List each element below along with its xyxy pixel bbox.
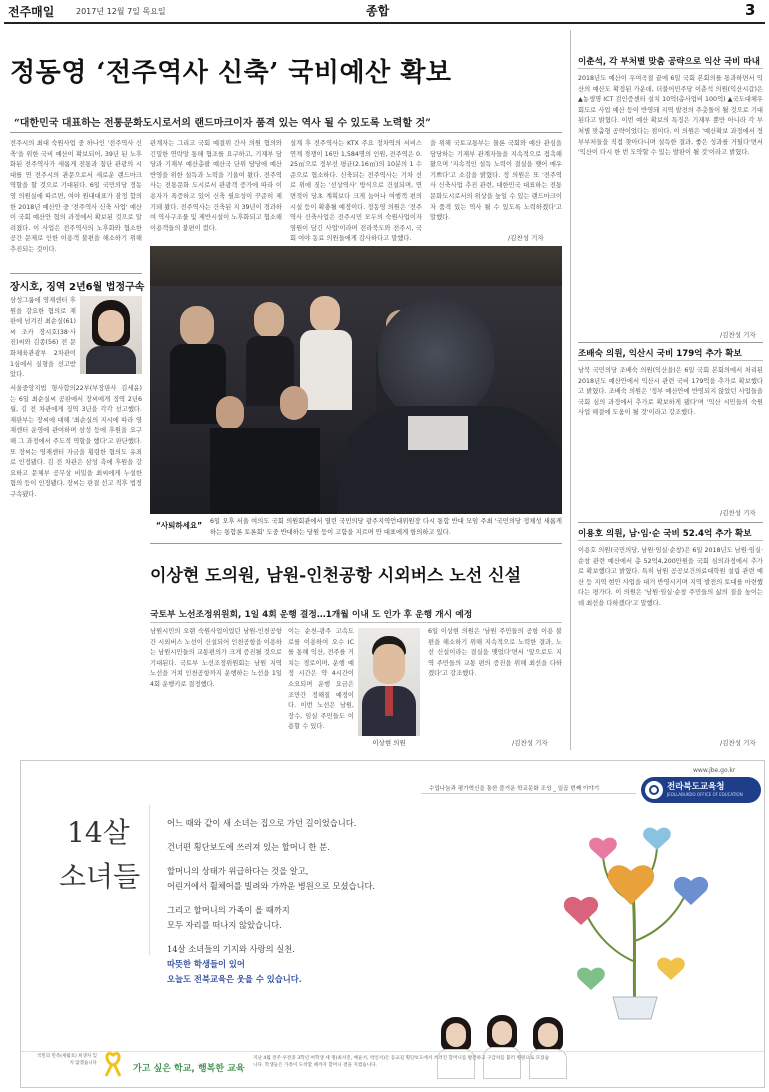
lead-headline: 정동영 ‘전주역사 신축’ 국비예산 확보 [10, 58, 452, 88]
ad-footer-left: 국민의 민족(세월호) 희생자 잊지 않겠습니다 [37, 1054, 97, 1066]
lee-byline: /김찬성 기자 [512, 739, 548, 747]
left-article-rule [10, 273, 142, 274]
right-a1-rule [578, 68, 763, 69]
side-left-title: 장시호, 징역 2년6월 법정구속 [10, 282, 145, 293]
issue-date: 2017년 12월 7일 목요일 [76, 7, 166, 16]
heart-icon [643, 828, 671, 850]
right-a3-top-rule [578, 522, 763, 523]
heart-icon [564, 897, 598, 925]
heart-icon [608, 865, 654, 905]
ad-org: 전라북도교육청 [667, 782, 725, 792]
section-name: 종합 [366, 4, 390, 18]
masthead [0, 0, 769, 22]
lee-col-2: 이는 순천-광주 고속도로를 이용하여 오수 IC를 통해 익산, 전주를 거치는 경로이며, 운행 예정 시간은 약 4시간이 소요되며 운행 요금은 조만간 정해질 예정이다. 이번 노선은 남원, 장수, 임실 주민들도 이용할 수 있다. [288, 628, 354, 731]
lee-subhead-rule [150, 622, 562, 623]
ad-footer-note: 지난 4월 전주 우전중 3학년 여학생 세 명(최서진, 배윤서, 박인서)은 등교길 횡단보도에서 쓰러진 할머니를 발견하고 구급차를 불러 병원으로 모셨습니다. 학생들은 가족이 도착할 때까지 할머니 곁을 지켰습니다. [253, 1056, 550, 1068]
ad-line-8: 따뜻한 학생들이 있어 [167, 959, 245, 969]
right-a3-rule [578, 540, 763, 541]
ad-line-5: 그리고 할머니의 가족이 올 때까지 [167, 905, 290, 915]
ad-line-1: 어느 때와 같이 새 소녀는 집으로 가던 길이었습니다. [167, 818, 357, 828]
ad-title-divider [149, 805, 150, 955]
photo-caption: 6일 오후 서울 여의도 국회 의원회관에서 열린 국민의당 광주지역언대위원장 다시 통합 반대 모임 주최 '국민의당 정체성 새롭게 하는 통합론 토론회' 도중 반대하는 당원 등이 고함을 지르며 안 대표에게 항의하고 있다. [210, 518, 562, 536]
heart-icon [674, 877, 708, 905]
heart-icon [577, 968, 605, 990]
yellow-ribbon-icon [103, 1051, 123, 1077]
heart-icon [657, 958, 685, 980]
education-office-ad [20, 760, 765, 1088]
right-a2-top-rule [578, 342, 763, 343]
portrait-lee [358, 628, 420, 736]
right-a2-rule [578, 360, 763, 361]
lee-headline: 이상현 도의원, 남원-인천공항 시외버스 노선 신설 [150, 566, 522, 586]
heart-icon [589, 838, 617, 860]
ad-line-3: 할머니의 상태가 위급하다는 것을 알고, [167, 866, 309, 876]
lee-col-1: 남원시민의 오랜 숙원사업이었던 남원-인천공항 간 시외버스 노선이 신설되어 인천공항을 이용하는 남원시민들의 교통편의가 크게 증진될 것으로 기대된다. 국토부 노선조정위원회는 남원 지역 노선을 거쳐 인천공항까지 운행하는 노선을 1일 4회 운행키로 결정했다. [150, 628, 282, 688]
photo-caption-tag: “사퇴하세요” [156, 521, 203, 530]
masthead-rule [4, 22, 765, 24]
ad-footer-bar [21, 1051, 765, 1052]
lead-col-2: 관계자는 그리고 국회 예결위 간사 의원 협의와 긴밀한 연락망 통해 협조를 요구하고, 기재부 담당과 기재부 예산총괄 예산국 단위 담당에 예산 반영을 위한 설득과 노력을 기울여 왔다. 전주역사는 전통문화 도시로서 관광객 증가에 따라 이용자가 폭증하고 있어 신축 필요성이 꾸준히 제기돼 왔다. 전주역사는 건축된 지 39년이 경과하여 역사구조물 및 제반시설이 노후화되고 협소해 이용객들의 불편이 컸다. [150, 140, 282, 232]
heart-plant-illustration [541, 801, 721, 1021]
right-a3-text: 이용호 의원(국민의당, 남원·임실·순창)은 6일 2018년도 남원·임실·순창 관련 예산에서 총 52억4,200만원을 국회 심의과정에서 추가로 확보했다고 밝혔다. 특히 남원 공공보건의료대학원 설립 관련 예산 등 지역 현안 사업을 대거 반영시키며 지역 발전의 토대를 마련했다는 평가다. 이 의원은 '남원·임실·순창 주민들의 삶의 질을 높이는 데 최선을 다하겠다'고 말했다. [578, 547, 763, 607]
right-column-divider [570, 30, 571, 750]
right-a2-title: 조배숙 의원, 익산시 국비 179억 추가 확보 [578, 349, 742, 359]
lee-col-3: 6일 이상현 의원은 '남원 주민들의 공항 이용 불편을 해소하기 위해 지속적으로 노력한 결과, 노선 신설이라는 결실을 맺었다'면서 '앞으로도 지역 주민들의 교통 편의 증진을 위해 최선을 다하겠다'고 강조했다. [428, 628, 562, 678]
side-left-text-1: 삼성그룹에 영재센터 후원을 강요한 혐의로 재판에 넘겨진 최순실(61)씨 조카 장시호(38·사진)씨와 김종(56) 전 문화체육관광부 2차관이 1심에서 실형을 선고받았다. [10, 297, 76, 379]
right-a2-byline: /김찬성 기자 [720, 509, 756, 517]
right-a3-byline: /김찬성 기자 [720, 739, 756, 747]
ad-line-4: 어린거에서 휠체어를 빌려와 가까운 병원으로 모셨습니다. [167, 881, 376, 891]
lee-subhead: 국토부 노선조정위원회, 1일 4회 운행 결정…1개월 이내 도 인가 후 운행 개시 예정 [150, 610, 473, 620]
right-a3-title: 이용호 의원, 남·임·순 국비 52.4억 추가 확보 [578, 529, 752, 539]
portrait-jang [80, 296, 142, 374]
ad-org-badge [641, 777, 761, 803]
ad-org-en: JEOLLABUKDO OFFICE OF EDUCATION [667, 792, 743, 797]
protest-photo [150, 246, 562, 514]
ad-footer-brand: 가고 싶은 학교, 행복한 교육 [133, 1064, 245, 1074]
right-a1-byline: /김찬성 기자 [720, 331, 756, 339]
right-a1-title: 이춘석, 각 부처별 맞춤 공략으로 익산 국비 따내 [578, 57, 760, 67]
paper-name: 전주매일 [8, 5, 55, 19]
right-a1-text: 2018년도 예산이 우여곡절 끝에 6일 국회 본회의를 통과하면서 익산의 예산도 확정된 가운데, 더불어민주당 이춘석 의원(익산시갑)은 ▲농생명 ICT 검인증센터 설치 10억(총사업비 100억) ▲국도대체우회도로 사업 예산 등이 반영돼 지역 발전의 주춧돌이 될 것으로 기대된다고 밝혔다. 이번 예산 확보의 특징은 기재부 뿐만 아니라 각 부처별 맞춤형 공략이었다는 점이다. 이 의원은 '예산확보 과정에서 정부부처들을 직접 찾아다니며 설득한 결과, 좋은 성과를 거뒀다'면서 '익산이 다시 한 번 도약할 수 있는 발판이 될 것'이라고 밝혔다. [578, 75, 763, 157]
page-number: 3 [745, 1, 756, 19]
ad-url: www.jbe.go.kr [693, 767, 736, 774]
lead-subhead-rule [10, 132, 562, 133]
lee-photo-caption: 이상현 의원 [372, 739, 406, 747]
ad-title-1: 14살 [67, 816, 130, 849]
lead-col-3: 설계 후 전주역사는 KTX 주요 정차역의 서비스연계 경쟁이 16만 1,584명의 인원, 전주역은 0.25㎡으로 정부선 평균(2.16㎡)의 10분의 1 수준으로 협소하다. 신축되는 전주역사는 기차 선로 위에 짓는 '선상역사' 방식으로 건설되며, 연면적이 당초 계획보다 크게 늘어나 여행객 편의시설 등이 확충될 예정이다. 정동영 의원은 '전주역사 신축사업은 전주시민 모두의 숙원사업이자 염원이 담긴 사업'이라며 전라북도와 전주시, 국회 여야 동료 의원들에게 감사하다고 말했다. [290, 140, 422, 243]
ad-slogan: 수업나눔과 평가혁신을 통한 즐거운 학교문화 조성 _ 일곱 번째 이야기 [429, 786, 600, 792]
ad-slogan-bar [421, 793, 636, 794]
ad-title-2: 소녀들 [59, 860, 141, 893]
emblem-icon [645, 781, 663, 799]
ad-line-2: 건너편 횡단보도에 쓰러져 있는 할머니 한 분. [167, 842, 330, 852]
lead-subhead: “대한민국 대표하는 전통문화도시로서의 랜드마크이자 품격 있는 역사 될 수 있도록 노력할 것” [14, 118, 431, 129]
side-left-text-2: 서울중앙지법 형사합의22부(부장판사 김세윤)는 6일 최순실씨 공판에서 장씨에게 징역 2년6월, 김 전 차관에게 징역 3년을 각각 선고했다. 재판부는 장씨에 대해 '최순실의 지시에 따라 영재센터 운영에 관여하며 삼성 등에 후원을 요구해 그 과정에서 주도적 역할을 했다'고 판단했다. 또 장씨는 영재센터 자금을 횡령한 혐의도 유죄로 인정됐다. 김 전 차관은 삼성 측에 후원을 강요하고 문체부 공무상 비밀을 최씨에게 누설한 혐의 등이 인정됐다. 장씨는 판결 선고 직후 법정구속됐다. [10, 385, 142, 498]
lead-col-4: 을 위해 국토교통부는 물론 국회와 예산 관심을 담당하는 기재부 관계자들을 지속적으로 접촉해 왔으며 '지속적인 설득 노력이 결실을 맺어 매우 기쁘다'고 소감을 밝혔다. 정 의원은 또 '전주역사 신축사업 추진 관련, 대한민국 대표하는 전통문화도시로서의 위상을 높일 수 있는 랜드마크이자 품격 있는 역사 될 수 있도록 노력하겠다'고 말했다. [430, 140, 562, 222]
lee-article-rule [150, 543, 562, 544]
right-a2-text: 남북 국민의당 조배숙 의원(익산을)은 6일 국회 본회의에서 처리된 2018년도 예산안에서 익산시 관련 국비 179억을 추가로 확보했다고 밝혔다. 조배숙 의원은 '정부 예산안에 반영되지 않았던 사업들을 국회 심의 과정에서 추가로 확보하게 됐다'며 '익산 시민들의 숙원 사업 해결에 도움이 될 것'이라고 강조했다. [578, 367, 763, 417]
lead-byline: /김찬성 기자 [508, 234, 544, 242]
lead-col-1: 전주시의 최대 숙원사업 중 하나인 '전주역사 신축'을 위한 국비 예산이 확보되어, 39년 된 노후화된 전주역사가 새롭게 전통과 첨단 관광의 시대를 연 전주시의 관문으로서 새로운 랜드마크 역할을 할 것으로 기대된다. 6일 국민의당 정동영 의원실에 따르면, 여야 원내대표가 잠정 합의한 2018년 예산안 중 '전주역사 신축 사업' 예산이 국회 예산안 협의 과정에서 확보된 것으로 알려졌다. 이 사업은 전주역사의 노후화와 협소한 공간 문제로 인한 이용객 불편을 해소하기 위해 추진되는 것이다. [10, 140, 142, 253]
ad-line-6: 모두 자리를 떠나지 않았습니다. [167, 920, 282, 930]
ad-line-9: 오늘도 전북교육은 웃을 수 있습니다. [167, 974, 302, 984]
ad-line-7: 14살 소녀들의 기지와 사랑의 실천. [167, 944, 295, 954]
